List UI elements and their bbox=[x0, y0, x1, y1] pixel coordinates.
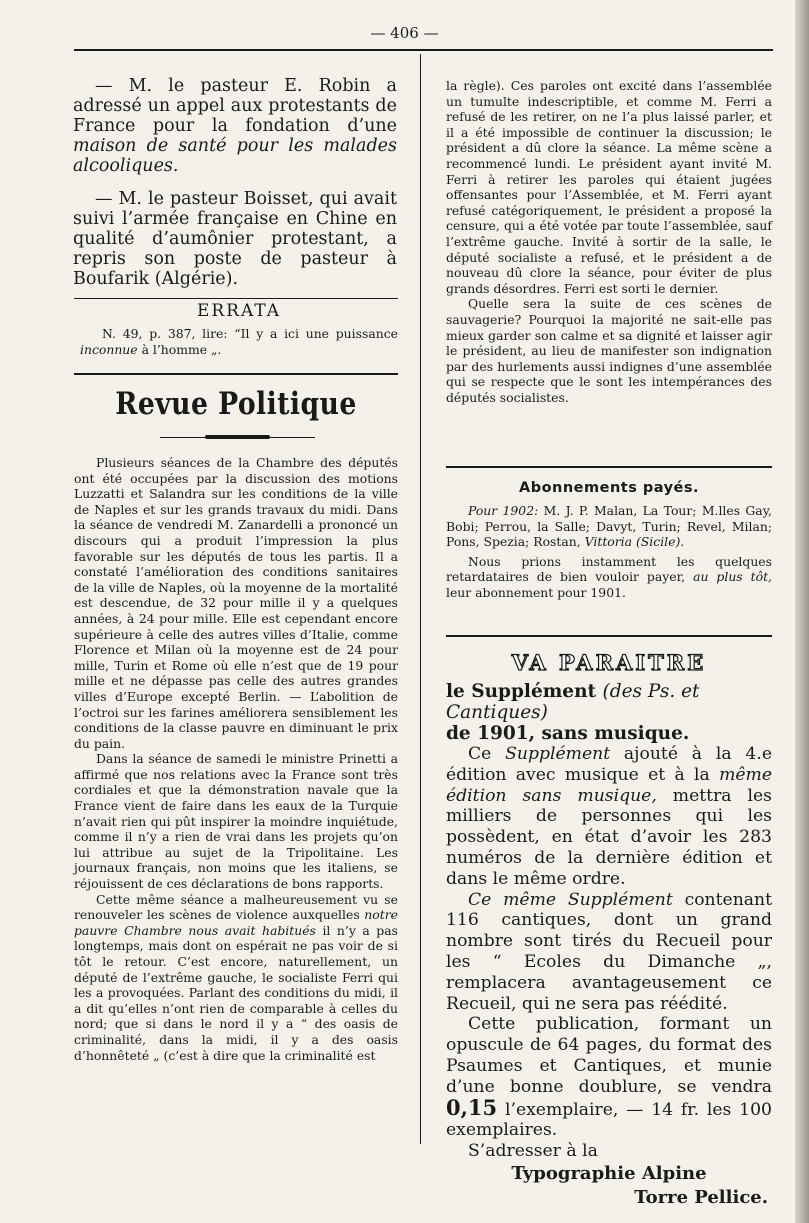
announcement-rule-top bbox=[446, 635, 772, 637]
revue-continuation bbox=[446, 78, 772, 405]
revue-paragraph-2: Dans la séance de samedi le ministre Prinetti a affirmé que nos relations avec la France sont très cordiales et que la démonstration navale que la France vient de faire dans les eaux de la Turquie n’avait rien qui pût inspirer la moindre inquiétude, comme il n’y a rien de vrai dans les projets qu’on lui attribue au sujet de la Tripolitaine. Les journaux français, non moins que les italiens, se réjouissent de ces déclarations de bons rapports. bbox=[74, 751, 398, 892]
announcement-paragraph-3 bbox=[446, 1014, 772, 1141]
ann2-italic: Ce même Supplément bbox=[468, 889, 673, 910]
abonnements-list bbox=[446, 503, 772, 550]
abonnements-italic: Vittoria (Sicile). bbox=[584, 534, 685, 550]
typographie-name: Typographie Alpine bbox=[511, 1162, 707, 1184]
errata-block bbox=[80, 301, 398, 357]
supplement-heading-italic: (des Ps. et Cantiques) bbox=[446, 681, 700, 723]
abonnements-rule-top bbox=[446, 466, 772, 468]
announcement-address-lead: S’adresser à la bbox=[468, 1141, 598, 1162]
revue-p3-b: il n’y a pas longtemps, mais dont on espérait ne pas voir de si tôt le retour. C’est encore, naturellement, un député de l’extrême gauche, le socialiste Ferri qui les a provoquées. Parlant des conditions du midi, il a dit qu’elles n’ont rien de comparable à celles du nord; que si dans le nord il y a “ des oasis de criminalité, dans la midi, il y a des oasis d’honnêteté „ (c’est à dire que la criminalité est bbox=[74, 922, 398, 1063]
column-divider bbox=[420, 54, 421, 1144]
announcement-paragraph-1 bbox=[446, 744, 772, 890]
abonnements-names: M. J. P. Malan, La Tour; M.lles Gay, Bobi; Perrou, la Salle; Davyt, Turin; Revel, Milan; Pons, Spezia; Rostan, bbox=[446, 503, 772, 550]
announcement-paragraph-2 bbox=[446, 890, 772, 1015]
price: 0,15 bbox=[446, 1094, 498, 1120]
revue-paragraph-4: la règle). Ces paroles ont excité dans l’assemblée un tumulte indescriptible, et comme M. Ferri a refusé de les retirer, on ne l’a plus laissé parler, et il a été impossible de continuer la discussion; le président a dû clore la séance. La même scène a recommencé lundi. Le président ayant invité M. Ferri à retirer les paroles qui étaient jugées offensantes pour l’Assemblée, et M. Ferri ayant refusé catégoriquement, le président a proposé la censure, qui a été votée par toute l’assemblée, sauf l’extrême gauche. Invité à sortir de la salle, le député socialiste a refusé, et le président a de nouveau dû clore la séance, pour éviter de plus grands désordres. Ferri est sorti le dernier. bbox=[446, 78, 772, 296]
scan-edge-shadow bbox=[795, 0, 809, 1223]
revue-paragraph-1: Plusieurs séances de la Chambre des députés ont été occupées par la discussion des motions Luzzatti et Salandra sur les conditions de la ville de Naples et sur les grands travaux du midi. Dans la séance de vendredi M. Zanardelli a prononcé un discours qui a produit l’impression la plus favorable sur les députés de tous les partis. Il a constaté l’amélioration des conditions sanitaires de la ville de Naples, où la moyenne de la mortalité est descendue, de 32 pour mille il y a quelques années, à 24 pour mille. Elle est cependant encore supérieure à celle des autres villes d’Italie, comme Florence et Milan où la moyenne est de 24 pour mille, Turin et Rome où elle n’est que de 19 pour mille et ne dépasse pas celle des autres grandes villes d’Europe excepté Berlin. — L’abolition de l’octroi sur les farines améliorera sensiblement les conditions de la classe pauvre en diminuant le prix du pain. bbox=[74, 455, 398, 751]
supplement-announcement bbox=[446, 650, 772, 1210]
robin-text: — M. le pasteur E. Robin a adressé un appel aux protestants de France pour la fondation d’une bbox=[73, 76, 397, 136]
ann1-italic-2: même édition sans musique, bbox=[446, 764, 773, 806]
reminder-a: Nous prions instamment les quelques retardataires de bien vouloir payer, bbox=[446, 553, 772, 585]
revue-title-box bbox=[74, 386, 398, 422]
reminder-italic: au plus tôt, bbox=[693, 569, 772, 585]
ann1-c: mettra les milliers de personnes qui les possèdent, en état d’avoir les 283 numéros de la dernière édition et dans le même ordre. bbox=[446, 785, 772, 889]
revue-p3-a: Cette même séance a malheureusement vu se renouveler les scènes de violence auxquelles bbox=[74, 891, 398, 923]
ann3-a: Cette publication, formant un opuscule de 64 pages, du format des Psaumes et Cantiques, et munie d’une bonne doublure, se vendra bbox=[446, 1014, 772, 1097]
left-column-announcements bbox=[73, 76, 397, 289]
va-paraitre-heading: VA PARAITRE bbox=[511, 650, 707, 675]
ann1-b: ajouté à la 4.e édition avec musique et à la bbox=[446, 744, 772, 785]
abonnements-lead: Pour 1902: bbox=[468, 503, 539, 518]
abonnements-title: Abonnements payés. bbox=[518, 480, 700, 496]
header-rule bbox=[74, 49, 773, 51]
ann2-a: contenant 116 cantiques, dont un grand nombre sont tirés du Recueil pour les “ Ecoles du Dimanche „, remplacera avantageusement ce Recueil, qui ne sera pas réédité. bbox=[446, 889, 772, 1014]
abonnements-reminder bbox=[446, 554, 772, 601]
revue-p3-italic: notre pauvre Chambre nous avait habitués bbox=[74, 907, 398, 938]
errata-text-a: N. 49, p. 387, lire: “Il y a ici une puissance bbox=[102, 326, 398, 341]
errata-text-b: à l’homme „. bbox=[141, 341, 222, 357]
errata-rule-bottom bbox=[74, 373, 398, 375]
ann1-italic-1: Supplément bbox=[505, 744, 611, 764]
boisset-paragraph: — M. le pasteur Boisset, qui avait suivi l’armée française en Chine en qualité d’aumônier protestant, a repris son poste de pasteur à Boufarik (Algérie). bbox=[73, 189, 397, 289]
revue-paragraph-5: Quelle sera la suite de ces scènes de sauvagerie? Pourquoi la majorité ne sait-elle pas mieux garder son calme et sa dignité et laisser agir le président, au lieu de manifester son indignation par des hurlements aussi indignes d’une assemblée qui se respecte que le sont les intempérances des députés socialistes. bbox=[446, 296, 772, 405]
errata-italic: inconnue bbox=[80, 341, 138, 357]
errata-text bbox=[80, 326, 398, 357]
errata-title: ERRATA bbox=[196, 301, 282, 321]
supplement-subheading: de 1901, sans musique. bbox=[446, 723, 690, 744]
revue-paragraph-3 bbox=[74, 892, 398, 1064]
page-number: — 406 — bbox=[370, 24, 439, 42]
robin-paragraph bbox=[73, 76, 397, 176]
ann1-a: Ce bbox=[468, 744, 492, 764]
abonnements-block bbox=[446, 480, 772, 601]
ann3-b: l’exemplaire, — 14 fr. les 100 exemplaires. bbox=[446, 1099, 772, 1141]
supplement-heading-a: le Supplément bbox=[446, 681, 597, 702]
robin-italic: maison de santé pour les malades alcooliques. bbox=[73, 136, 397, 176]
supplement-heading bbox=[446, 681, 772, 723]
reminder-b: leur abonnement pour 1901. bbox=[446, 584, 626, 600]
revue-politique-title: Revue Politique bbox=[115, 386, 357, 422]
typographie-location: Torre Pellice. bbox=[634, 1186, 768, 1208]
revue-politique-body bbox=[74, 455, 398, 1063]
title-ornament-center bbox=[205, 435, 270, 439]
errata-rule-top bbox=[74, 298, 398, 299]
